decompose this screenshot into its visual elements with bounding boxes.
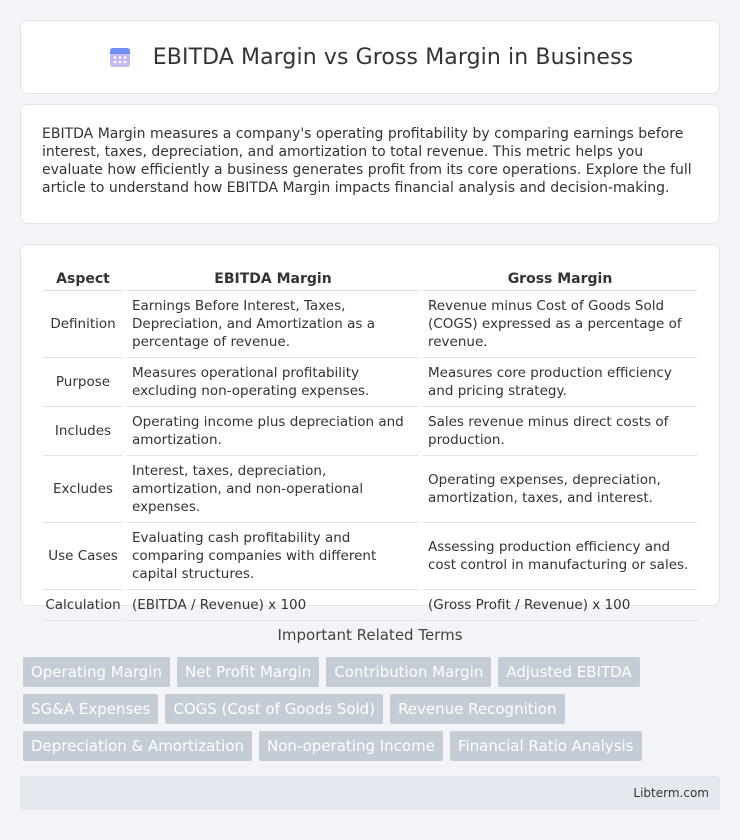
row-gross: Revenue minus Cost of Goods Sold (COGS) expressed as a percentage of revenue. <box>423 291 697 358</box>
related-term-tag[interactable]: Revenue Recognition <box>390 694 564 724</box>
comparison-table <box>39 263 701 621</box>
row-gross: Assessing production efficiency and cost control in manufacturing or sales. <box>423 523 697 590</box>
row-gross: Sales revenue minus direct costs of production. <box>423 407 697 456</box>
row-gross: Measures core production efficiency and pricing strategy. <box>423 358 697 407</box>
row-aspect: Purpose <box>43 358 123 407</box>
row-ebitda: Earnings Before Interest, Taxes, Depreciation, and Amortization as a percentage of revenue. <box>127 291 419 358</box>
row-aspect: Includes <box>43 407 123 456</box>
related-term-tag[interactable]: Non-operating Income <box>259 731 443 761</box>
table-row <box>43 590 697 621</box>
row-ebitda: Evaluating cash profitability and comparing companies with different capital structures. <box>127 523 419 590</box>
header-card <box>20 20 720 94</box>
table-row <box>43 358 697 407</box>
row-aspect: Definition <box>43 291 123 358</box>
row-ebitda: (EBITDA / Revenue) x 100 <box>127 590 419 621</box>
table-row <box>43 407 697 456</box>
header-ebitda-margin: EBITDA Margin <box>127 263 419 291</box>
related-term-tag[interactable]: Contribution Margin <box>326 657 491 687</box>
row-aspect: Use Cases <box>43 523 123 590</box>
related-term-tag[interactable]: Operating Margin <box>23 657 170 687</box>
table-row <box>43 456 697 523</box>
row-ebitda: Measures operational profitability excluding non-operating expenses. <box>127 358 419 407</box>
table-header-row <box>43 263 697 291</box>
header-aspect: Aspect <box>43 263 123 291</box>
row-ebitda: Interest, taxes, depreciation, amortization, and non-operational expenses. <box>127 456 419 523</box>
row-gross: (Gross Profit / Revenue) x 100 <box>423 590 697 621</box>
intro-text: EBITDA Margin measures a company's operating profitability by comparing earnings before interest, taxes, depreciation, and amortization to total revenue. This metric helps you evaluate how efficiently a business generates profit from its core operations. Explore the full article to understand how EBITDA Margin impacts financial analysis and decision-making. <box>42 126 692 196</box>
row-ebitda: Operating income plus depreciation and amortization. <box>127 407 419 456</box>
related-term-tag[interactable]: Financial Ratio Analysis <box>450 731 642 761</box>
row-aspect: Calculation <box>43 590 123 621</box>
related-terms-list <box>23 657 723 761</box>
related-term-tag[interactable]: COGS (Cost of Goods Sold) <box>165 694 383 724</box>
footer-site-link[interactable]: Libterm.com <box>633 786 709 800</box>
table-row <box>43 291 697 358</box>
comparison-table-card <box>20 244 720 613</box>
row-gross: Operating expenses, depreciation, amortization, taxes, and interest. <box>423 456 697 523</box>
header-gross-margin: Gross Margin <box>423 263 697 291</box>
related-term-tag[interactable]: Depreciation & Amortization <box>23 731 252 761</box>
page-title: EBITDA Margin vs Gross Margin in Business <box>152 44 634 70</box>
calendar-icon <box>107 44 133 70</box>
related-term-tag[interactable]: SG&A Expenses <box>23 694 158 724</box>
intro-card <box>20 104 720 224</box>
related-term-tag[interactable]: Net Profit Margin <box>177 657 319 687</box>
related-terms-title: Important Related Terms <box>277 626 463 644</box>
related-term-tag[interactable]: Adjusted EBITDA <box>498 657 639 687</box>
footer <box>20 776 720 810</box>
table-row <box>43 523 697 590</box>
row-aspect: Excludes <box>43 456 123 523</box>
